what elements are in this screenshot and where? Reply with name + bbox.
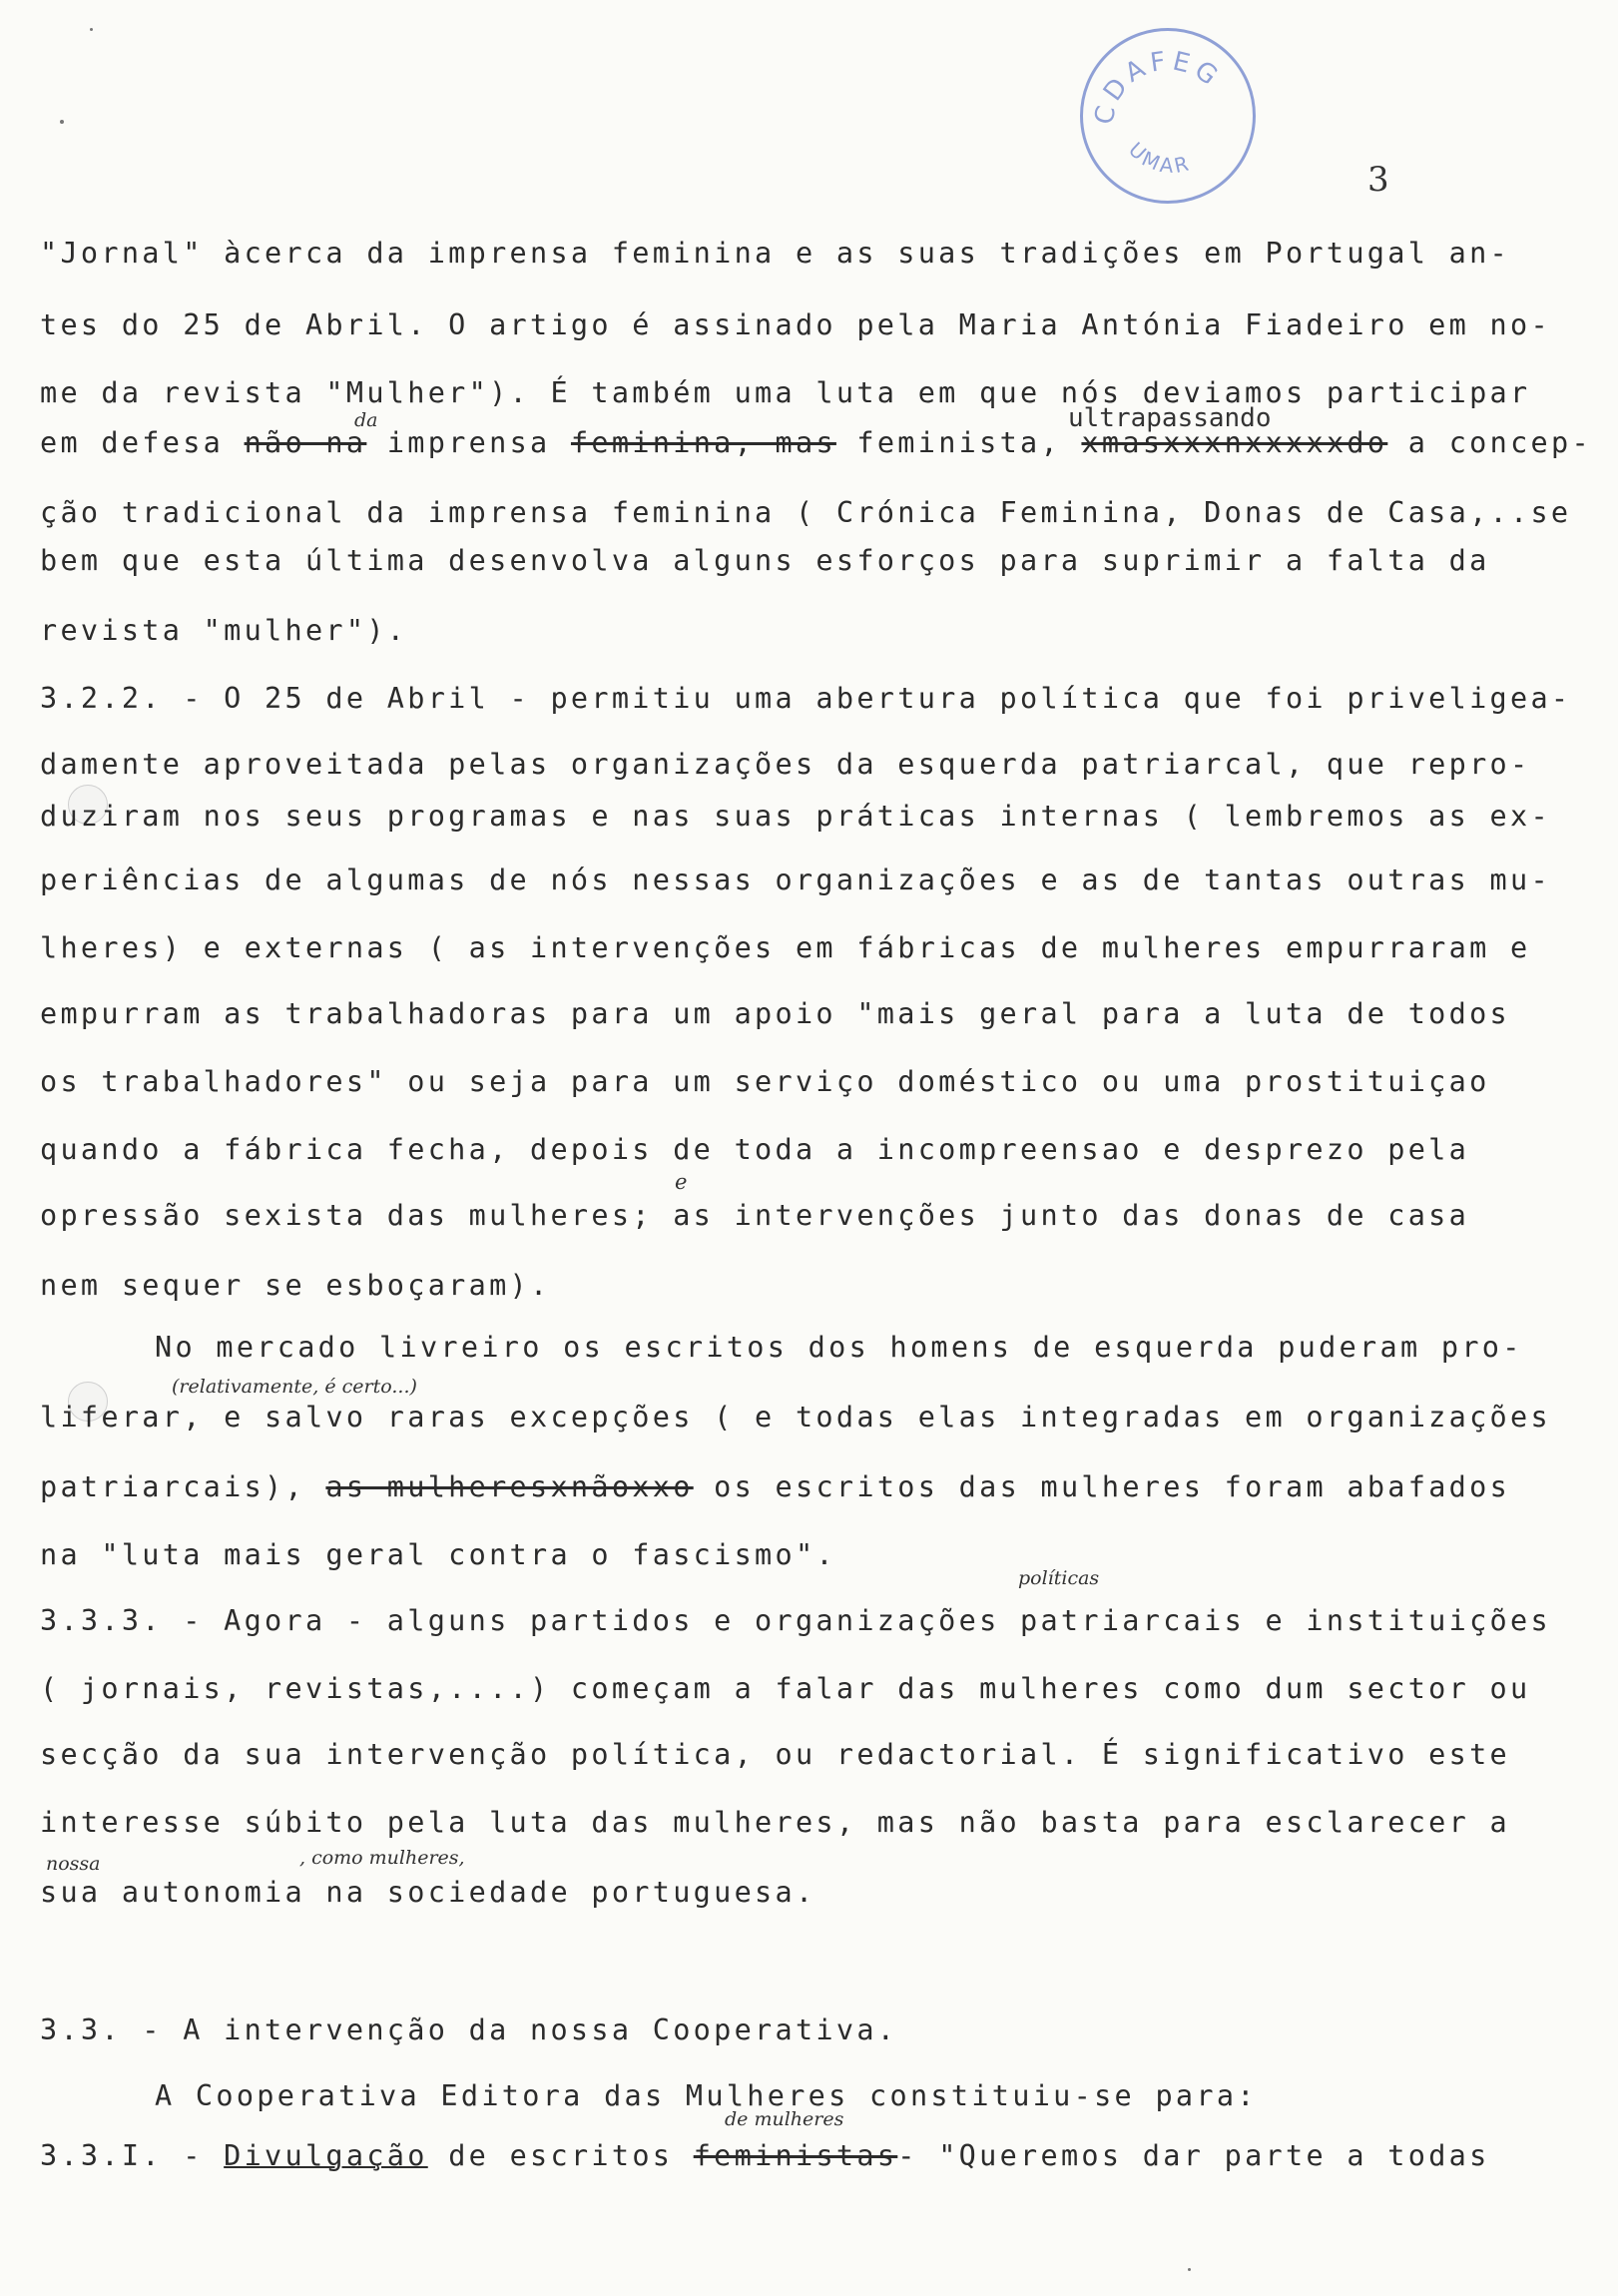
line-start: 3.3.I. - [40,2139,225,2172]
line-segment: a concep- [1387,426,1592,459]
text-line: ( jornais, revistas,....) começam a falar das mulheres como dum sector ou [40,1672,1531,1705]
text-line: interesse súbito pela luta das mulheres, mas não basta para esclarecer a [40,1806,1511,1839]
text-line: empurram as trabalhadoras para um apoio "mais geral para a luta de todos [40,997,1511,1030]
text-line: ção tradicional da imprensa feminina ( Crónica Feminina, Donas de Casa,..se [40,496,1572,529]
stamp-graphic [1083,31,1253,201]
text-line: periências de algumas de nós nessas organizações e as de tantas outras mu- [40,863,1551,896]
typed-insert-ultrapassando: ultrapassando [1068,403,1272,433]
line-segment: de escritos [427,2139,694,2172]
scan-speck [90,28,93,31]
handwritten-insert-politicas: políticas [1018,1567,1100,1589]
text-line [40,426,1592,459]
text-line: liferar, e salvo raras excepções ( e todas elas integradas em organizações [40,1401,1551,1434]
text-line: quando a fábrica fecha, depois de toda a incompreensao e desprezo pela [40,1133,1470,1166]
struck-text: não na [244,426,367,459]
handwritten-insert-relativamente: (relativamente, é certo...) [172,1376,417,1398]
archive-stamp [1080,28,1256,204]
text-line: na "luta mais geral contra o fascismo". [40,1538,836,1571]
text-line [40,1470,1511,1503]
stamp-top-text: CDAFEG [1089,46,1227,128]
text-line [40,2139,1490,2172]
svg-text:CDAFEG [1089,46,1227,127]
text-line: A Cooperativa Editora das Mulheres constituiu-se para: [155,2079,1258,2112]
handwritten-insert-de-mulheres: de mulheres [725,2108,844,2130]
text-line: me da revista "Mulher"). É também uma luta em que nós deviamos participar [40,376,1531,409]
text-line: nem sequer se esboçaram). [40,1269,551,1302]
line-segment: feminista, [835,426,1082,459]
handwritten-insert-e: e [675,1170,688,1194]
line-segment: imprensa [366,426,571,459]
scan-speck [1188,2268,1191,2271]
struck-text: feministas [693,2139,898,2172]
underlined-text: Divulgação [224,2139,428,2172]
struck-text: xmasxxxnxxxxxdo [1081,426,1388,459]
text-line: sua autonomia na sociedade portuguesa. [40,1876,816,1909]
text-line: secção da sua intervenção política, ou redactorial. É significativo este [40,1738,1511,1771]
line-start: em defesa [40,426,245,459]
line-segment: os escritos das mulheres foram abafados [693,1470,1511,1503]
text-line: revista "mulher"). [40,614,408,647]
text-line: "Jornal" àcerca da imprensa feminina e as suas tradições em Portugal an- [40,237,1511,270]
svg-text:UMAR [1124,138,1194,179]
text-line: No mercado livreiro os escritos dos homens de esquerda puderam pro- [155,1331,1523,1364]
text-line: damente aproveitada pelas organizações da esquerda patriarcal, que repro- [40,748,1531,781]
struck-text: as mulheresxnãoxxo [325,1470,694,1503]
text-line: bem que esta última desenvolva alguns esforços para suprimir a falta da [40,544,1490,577]
handwritten-insert-nossa: nossa [46,1853,101,1875]
text-line: opressão sexista das mulheres; as intervenções junto das donas de casa [40,1199,1470,1232]
handwritten-insert-da: da [354,409,378,431]
page-number: 3 [1367,160,1389,200]
text-line: duziram nos seus programas e nas suas práticas internas ( lembremos as ex- [40,800,1551,833]
handwritten-insert-como-mulheres: , como mulheres, [299,1847,465,1869]
scan-speck [60,120,64,124]
text-line: 3.2.2. - O 25 de Abril - permitiu uma abertura política que foi priveligea- [40,682,1572,715]
section-heading: 3.3. - A intervenção da nossa Cooperativa. [40,2013,898,2046]
text-line: 3.3.3. - Agora - alguns partidos e organizações patriarcais e instituições [40,1604,1551,1637]
struck-text: feminina, mas [570,426,836,459]
line-segment: - "Queremos dar parte a todas [897,2139,1490,2172]
text-line: os trabalhadores" ou seja para um serviço doméstico ou uma prostituiçao [40,1065,1490,1098]
stamp-bottom-text: UMAR [1124,137,1194,179]
text-line: tes do 25 de Abril. O artigo é assinado pela Maria Antónia Fiadeiro em no- [40,308,1551,341]
line-start: patriarcais), [40,1470,326,1503]
text-line: lheres) e externas ( as intervenções em fábricas de mulheres empurraram e [40,931,1531,964]
